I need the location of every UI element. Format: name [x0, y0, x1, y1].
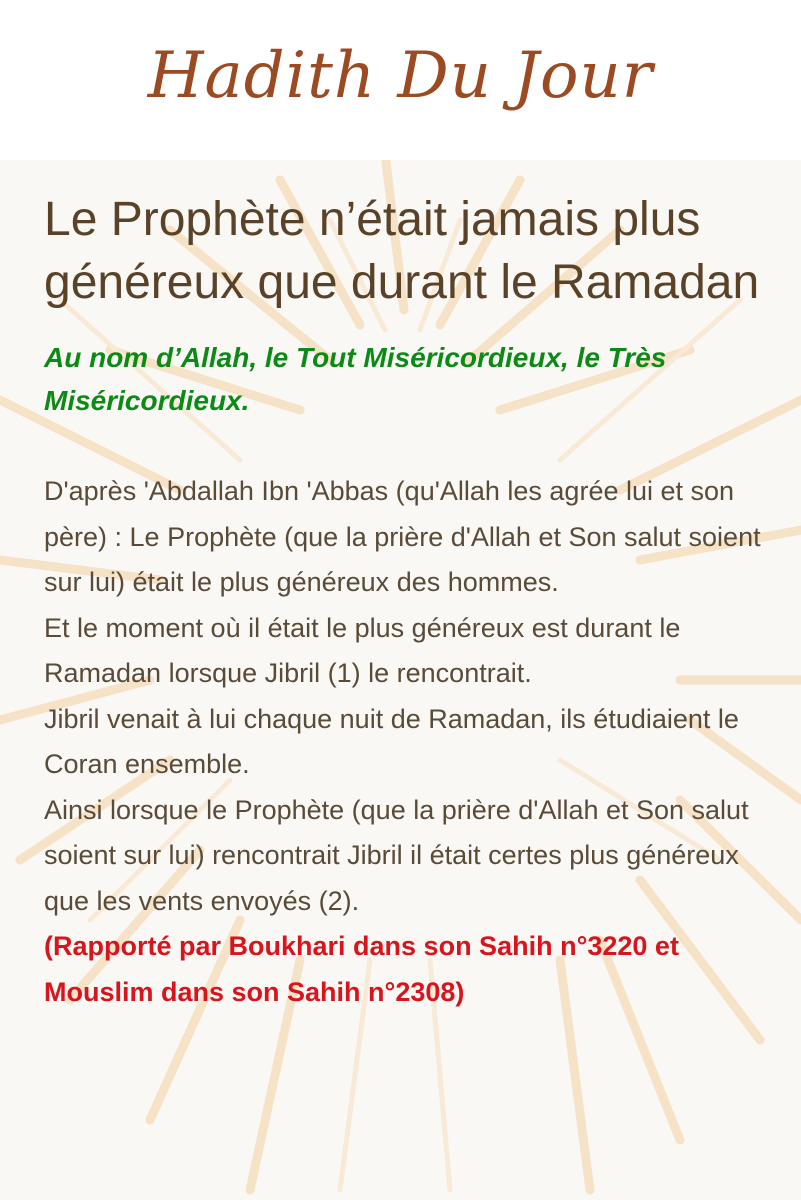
article-area — [0, 160, 801, 1200]
article-title: Le Prophète n’était jamais plus généreux que durant le Ramadan — [44, 193, 760, 309]
hadith-paragraph: Et le moment où il était le plus généreux est durant le Ramadan lorsque Jibril (1) le rencontrait. — [44, 612, 681, 688]
hadith-reference: (Rapporté par Boukhari dans son Sahih n°3220 et Mouslim dans son Sahih n°2308) — [44, 931, 679, 1007]
hadith-paragraph: Jibril venait à lui chaque nuit de Ramadan, ils étudiaient le Coran ensemble. — [44, 703, 739, 779]
header — [0, 0, 801, 160]
site-logo-text[interactable]: Hadith Du Jour — [147, 39, 654, 113]
hadith-paragraph: Ainsi lorsque le Prophète (que la prière d'Allah et Son salut soient sur lui) rencontrait Jibril il était certes plus généreux que les vents envoyés (2). — [44, 794, 749, 916]
basmala-invocation: Au nom d’Allah, le Tout Miséricordieux, le Très Miséricordieux. — [44, 342, 667, 416]
hadith-paragraph: D'après 'Abdallah Ibn 'Abbas (qu'Allah les agrée lui et son père) : Le Prophète (que la prière d'Allah et Son salut soient sur lui) était le plus généreux des hommes. — [44, 476, 761, 597]
article-text — [0, 160, 801, 1015]
hadith-body — [44, 469, 761, 1015]
